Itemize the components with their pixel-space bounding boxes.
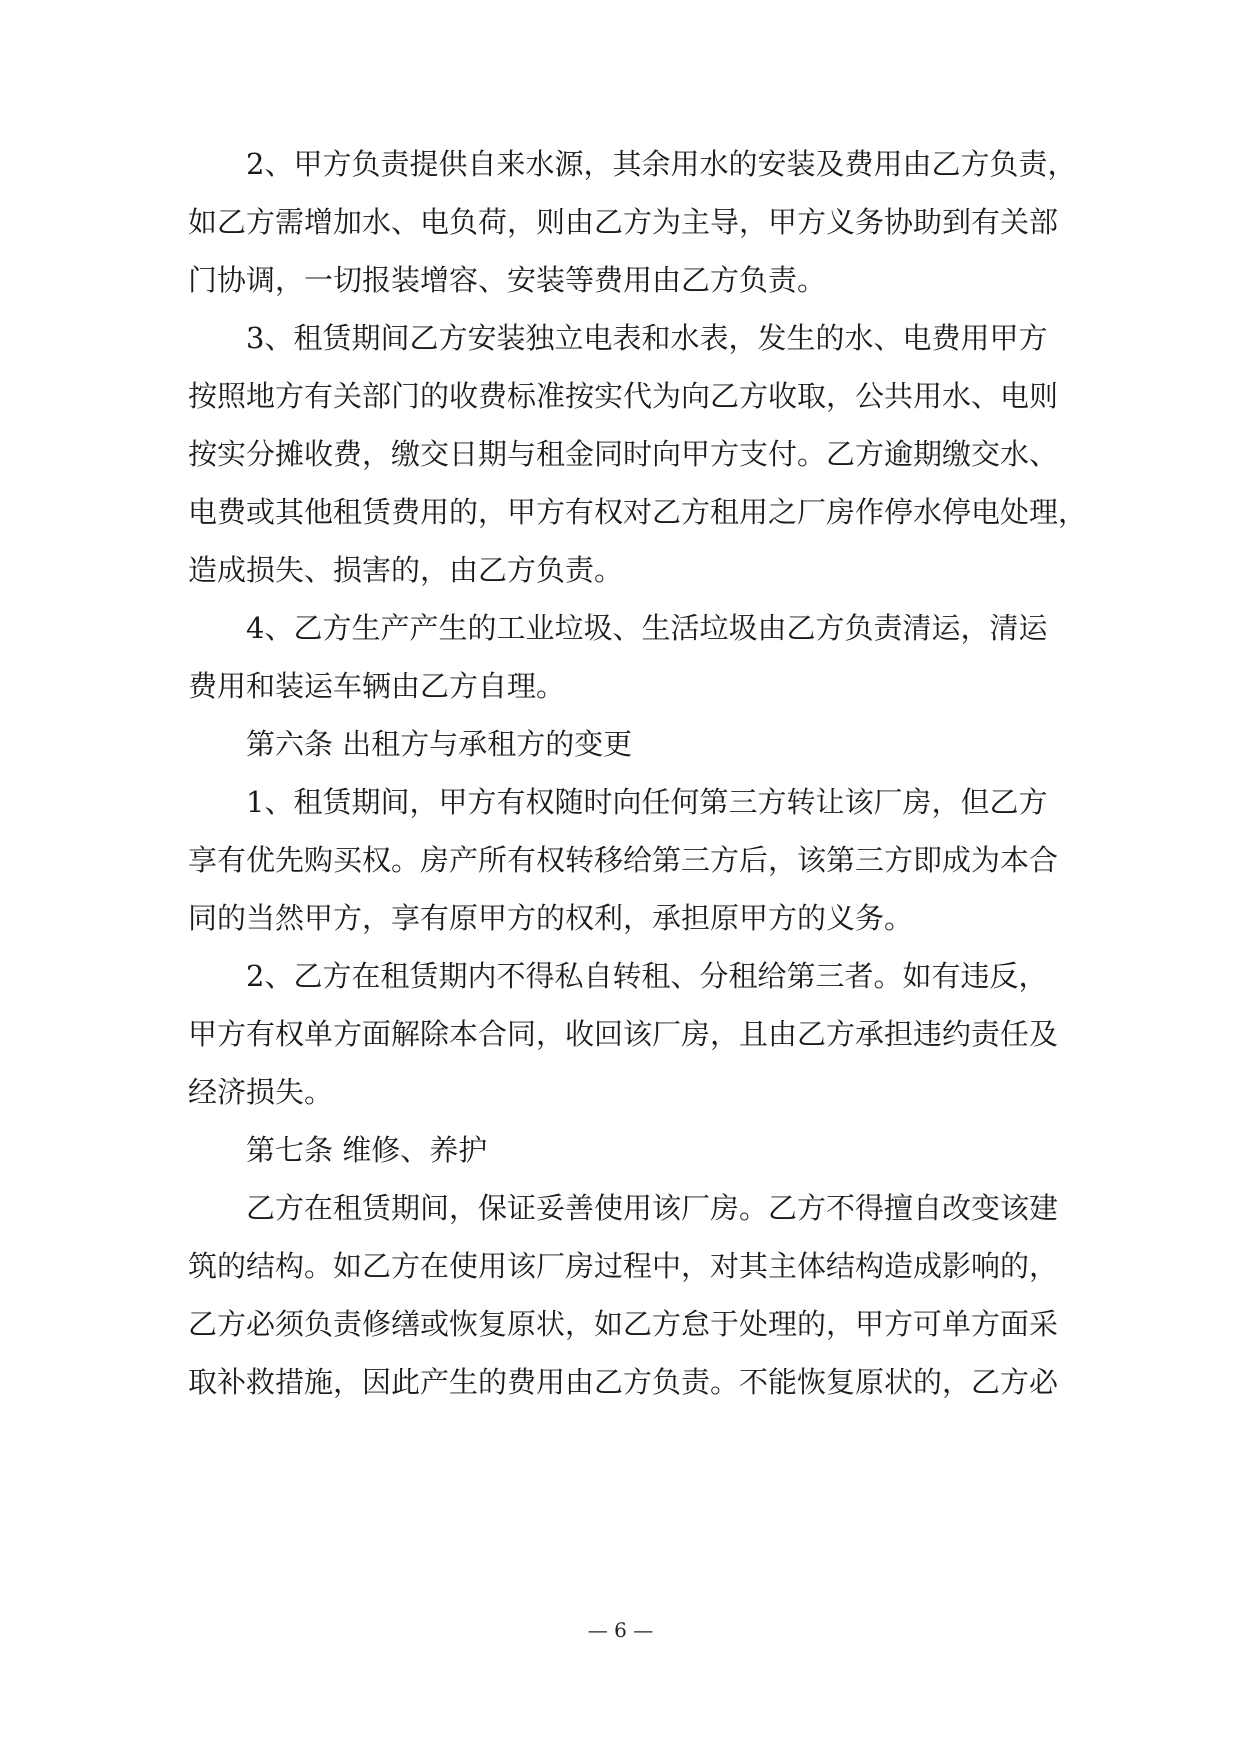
- paragraph-line: 电费或其他租赁费用的，甲方有权对乙方租用之厂房作停水停电处理，: [188, 495, 1088, 529]
- paragraph-line: 取补救措施，因此产生的费用由乙方负责。不能恢复原状的，乙方必: [188, 1365, 1059, 1399]
- paragraph-line: 按照地方有关部门的收费标准按实代为向乙方收取，公共用水、电则: [188, 379, 1059, 413]
- paragraph-line: 3、租赁期间乙方安装独立电表和水表，发生的水、电费用甲方: [246, 321, 1048, 355]
- section-heading: 第七条 维修、养护: [246, 1133, 488, 1167]
- section-heading: 第六条 出租方与承租方的变更: [246, 727, 633, 761]
- paragraph-line: 筑的结构。如乙方在使用该厂房过程中，对其主体结构造成影响的，: [188, 1249, 1059, 1283]
- paragraph-line: 费用和装运车辆由乙方自理。: [188, 669, 566, 703]
- paragraph-line: 乙方在租赁期间，保证妥善使用该厂房。乙方不得擅自改变该建: [246, 1191, 1059, 1225]
- paragraph-line: 甲方有权单方面解除本合同，收回该厂房，且由乙方承担违约责任及: [188, 1017, 1059, 1051]
- paragraph-line: 4、乙方生产产生的工业垃圾、生活垃圾由乙方负责清运，清运: [246, 611, 1048, 645]
- paragraph-line: 经济损失。: [188, 1075, 334, 1109]
- paragraph-line: 2、乙方在租赁期内不得私自转租、分租给第三者。如有违反，: [246, 959, 1048, 993]
- paragraph-line: 同的当然甲方，享有原甲方的权利，承担原甲方的义务。: [188, 901, 914, 935]
- paragraph-line: 1、租赁期间，甲方有权随时向任何第三方转让该厂房，但乙方: [246, 785, 1048, 819]
- paragraph-line: 按实分摊收费，缴交日期与租金同时向甲方支付。乙方逾期缴交水、: [188, 437, 1059, 471]
- paragraph-line: 享有优先购买权。房产所有权转移给第三方后，该第三方即成为本合: [188, 843, 1059, 877]
- paragraph-line: 乙方必须负责修缮或恢复原状，如乙方怠于处理的，甲方可单方面采: [188, 1307, 1059, 1341]
- paragraph-line: 造成损失、损害的，由乙方负责。: [188, 553, 624, 587]
- paragraph-line: 门协调，一切报装增容、安装等费用由乙方负责。: [188, 263, 827, 297]
- page-number: — 6 —: [587, 1618, 654, 1642]
- paragraph-line: 2、甲方负责提供自来水源，其余用水的安装及费用由乙方负责，: [246, 147, 1077, 181]
- paragraph-line: 如乙方需增加水、电负荷，则由乙方为主导，甲方义务协助到有关部: [188, 205, 1059, 239]
